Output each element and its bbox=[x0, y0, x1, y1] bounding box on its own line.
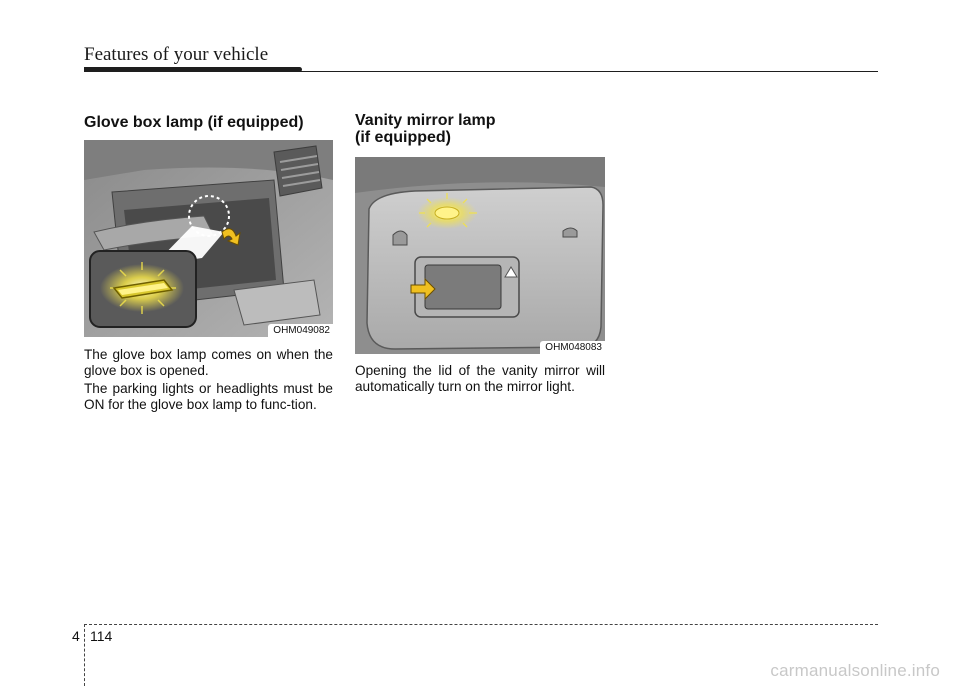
footer-rule bbox=[84, 624, 878, 625]
page-number: 114 bbox=[90, 628, 113, 644]
glove-box-illustration bbox=[84, 140, 333, 337]
vanity-mirror-illustration bbox=[355, 157, 605, 354]
footer-vertical-rule bbox=[84, 624, 85, 686]
header-rule-thin bbox=[84, 71, 878, 72]
page-header-title: Features of your vehicle bbox=[84, 44, 269, 65]
vanity-mirror-paragraph-1: Opening the lid of the vanity mirror will automatically turn on the mirror light. bbox=[355, 363, 605, 394]
glove-box-lamp-heading: Glove box lamp (if equipped) bbox=[84, 114, 304, 131]
glove-box-paragraph-2: The parking lights or headlights must be ON for the glove box lamp to func-tion. bbox=[84, 381, 333, 412]
figure-code: OHM049082 bbox=[268, 324, 333, 337]
vanity-mirror-heading-line2: (if equipped) bbox=[355, 129, 451, 146]
figure-code: OHM048083 bbox=[540, 341, 605, 354]
glove-box-figure bbox=[84, 140, 333, 337]
chapter-number: 4 bbox=[72, 628, 80, 644]
watermark: carmanualsonline.info bbox=[770, 661, 940, 680]
vanity-mirror-heading-line1: Vanity mirror lamp bbox=[355, 112, 496, 129]
glove-box-paragraph-1: The glove box lamp comes on when the glove box is opened. bbox=[84, 347, 333, 378]
vanity-mirror-figure bbox=[355, 157, 605, 354]
